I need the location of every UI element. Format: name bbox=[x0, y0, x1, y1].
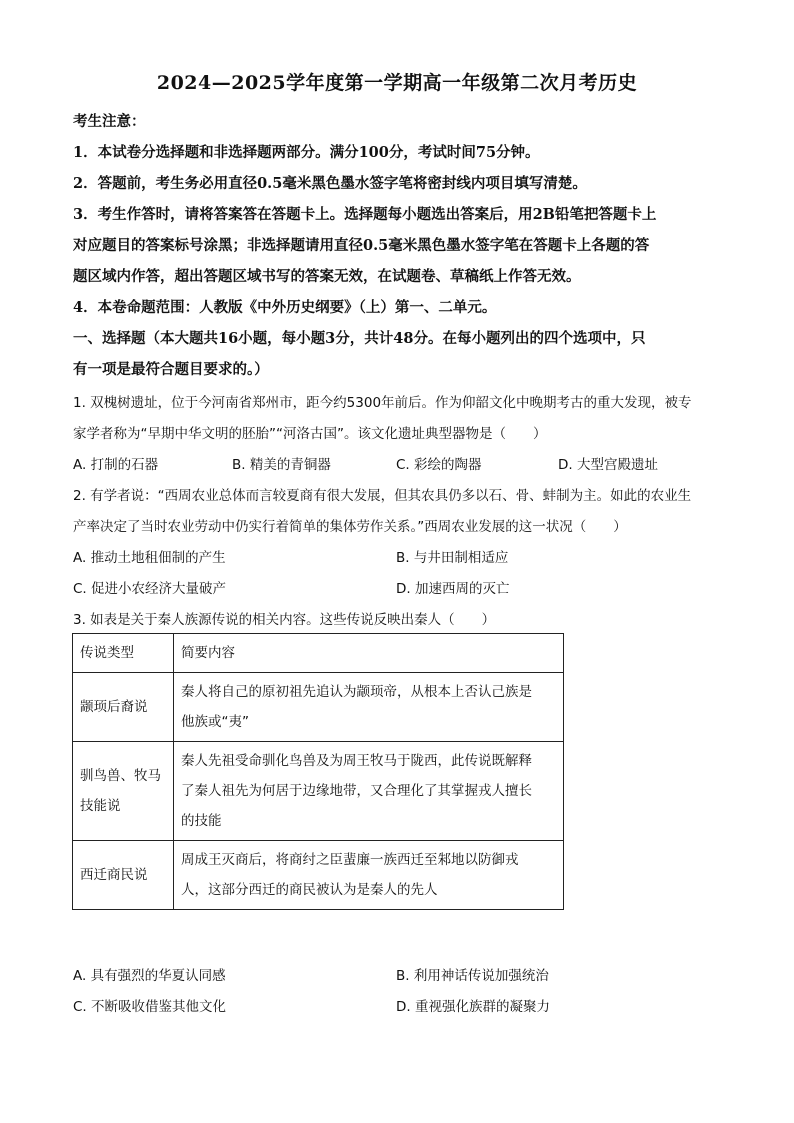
table-row bbox=[73, 673, 564, 742]
q2-stem-line-1: 2. 有学者说：“西周农业总体而言较夏商有很大发展，但其农具仍多以石、骨、蚌制为主。如此的农业生 bbox=[73, 488, 692, 504]
q3-option-b: B. 利用神话传说加强统治 bbox=[396, 968, 549, 984]
table-header-row bbox=[73, 634, 564, 673]
table-cell-type: 西迁商民说 bbox=[73, 841, 174, 910]
table-cell-content bbox=[174, 742, 564, 841]
q2-stem-line-2: 产率决定了当时农业劳动中仍实行着简单的集体劳作关系。”西周农业发展的这一状况（ ） bbox=[73, 519, 627, 535]
cell-line: 人，这部分西迁的商民被认为是秦人的先人 bbox=[181, 882, 438, 898]
q1-stem-line-2: 家学者称为“早期中华文明的胚胎”“河洛古国”。该文化遗址典型器物是（ ） bbox=[73, 426, 547, 442]
q2-option-d: D. 加速西周的灭亡 bbox=[396, 581, 510, 597]
cell-line: 技能说 bbox=[80, 798, 121, 814]
q3-stem: 3. 如表是关于秦人族源传说的相关内容。这些传说反映出秦人（ ） bbox=[73, 612, 496, 628]
cell-line: 周成王灭商后，将商纣之臣蜚廉一族西迁至邾地以防御戎 bbox=[181, 852, 519, 868]
cell-line: 了秦人祖先为何居于边缘地带，又合理化了其掌握戎人擅长 bbox=[181, 783, 532, 799]
q1-option-c: C. 彩绘的陶器 bbox=[396, 457, 482, 473]
section-heading-line-2: 有一项是最符合题目要求的。） bbox=[73, 361, 269, 378]
q1-option-a: A. 打制的石器 bbox=[73, 457, 159, 473]
notice-item-3-line-3: 题区域内作答，超出答题区域书写的答案无效，在试题卷、草稿纸上作答无效。 bbox=[73, 268, 581, 285]
q2-option-b: B. 与井田制相适应 bbox=[396, 550, 509, 566]
table-cell-type bbox=[73, 742, 174, 841]
table-header-content: 简要内容 bbox=[174, 634, 564, 673]
exam-title: 2024—2025学年度第一学期高一年级第二次月考历史 bbox=[156, 72, 638, 94]
q1-option-d: D. 大型宫殿遗址 bbox=[558, 457, 658, 473]
q1-stem-line-1: 1. 双槐树遗址，位于今河南省郑州市，距今约5300年前后。作为仰韶文化中晚期考古的重大发现，被专 bbox=[73, 395, 692, 411]
q1-option-b: B. 精美的青铜器 bbox=[232, 457, 331, 473]
notice-item-3-line-2: 对应题目的答案标号涂黑；非选择题请用直径0.5毫米黑色墨水签字笔在答题卡上各题的答 bbox=[73, 237, 650, 254]
notice-item-2: 2．答题前，考生务必用直径0.5毫米黑色墨水签字笔将密封线内项目填写清楚。 bbox=[73, 175, 587, 192]
table-cell-content bbox=[174, 673, 564, 742]
legend-table bbox=[72, 633, 564, 910]
table-row bbox=[73, 841, 564, 910]
cell-line: 他族或“夷” bbox=[181, 714, 249, 730]
notice-item-3-line-1: 3．考生作答时，请将答案答在答题卡上。选择题每小题选出答案后，用2B铅笔把答题卡上 bbox=[73, 206, 657, 223]
q2-option-a: A. 推动土地租佃制的产生 bbox=[73, 550, 226, 566]
table-header-type: 传说类型 bbox=[73, 634, 174, 673]
notice-heading: 考生注意： bbox=[73, 113, 146, 130]
cell-line: 秦人先祖受命驯化鸟兽及为周王牧马于陇西，此传说既解释 bbox=[181, 753, 532, 769]
q3-option-a: A. 具有强烈的华夏认同感 bbox=[73, 968, 226, 984]
cell-line: 驯鸟兽、牧马 bbox=[80, 768, 161, 784]
notice-item-1: 1．本试卷分选择题和非选择题两部分。满分100分，考试时间75分钟。 bbox=[73, 144, 540, 161]
table-cell-content bbox=[174, 841, 564, 910]
cell-line: 秦人将自己的原初祖先追认为颛顼帝，从根本上否认己族是 bbox=[181, 684, 532, 700]
section-heading-line-1: 一、选择题（本大题共16小题，每小题3分，共计48分。在每小题列出的四个选项中，只 bbox=[73, 330, 646, 347]
q3-option-c: C. 不断吸收借鉴其他文化 bbox=[73, 999, 227, 1015]
notice-item-4: 4．本卷命题范围：人教版《中外历史纲要》（上）第一、二单元。 bbox=[73, 299, 497, 316]
cell-line: 的技能 bbox=[181, 813, 222, 829]
q2-option-c: C. 促进小农经济大量破产 bbox=[73, 581, 227, 597]
table-row bbox=[73, 742, 564, 841]
q3-option-d: D. 重视强化族群的凝聚力 bbox=[396, 999, 550, 1015]
table-cell-type: 颛顼后裔说 bbox=[73, 673, 174, 742]
